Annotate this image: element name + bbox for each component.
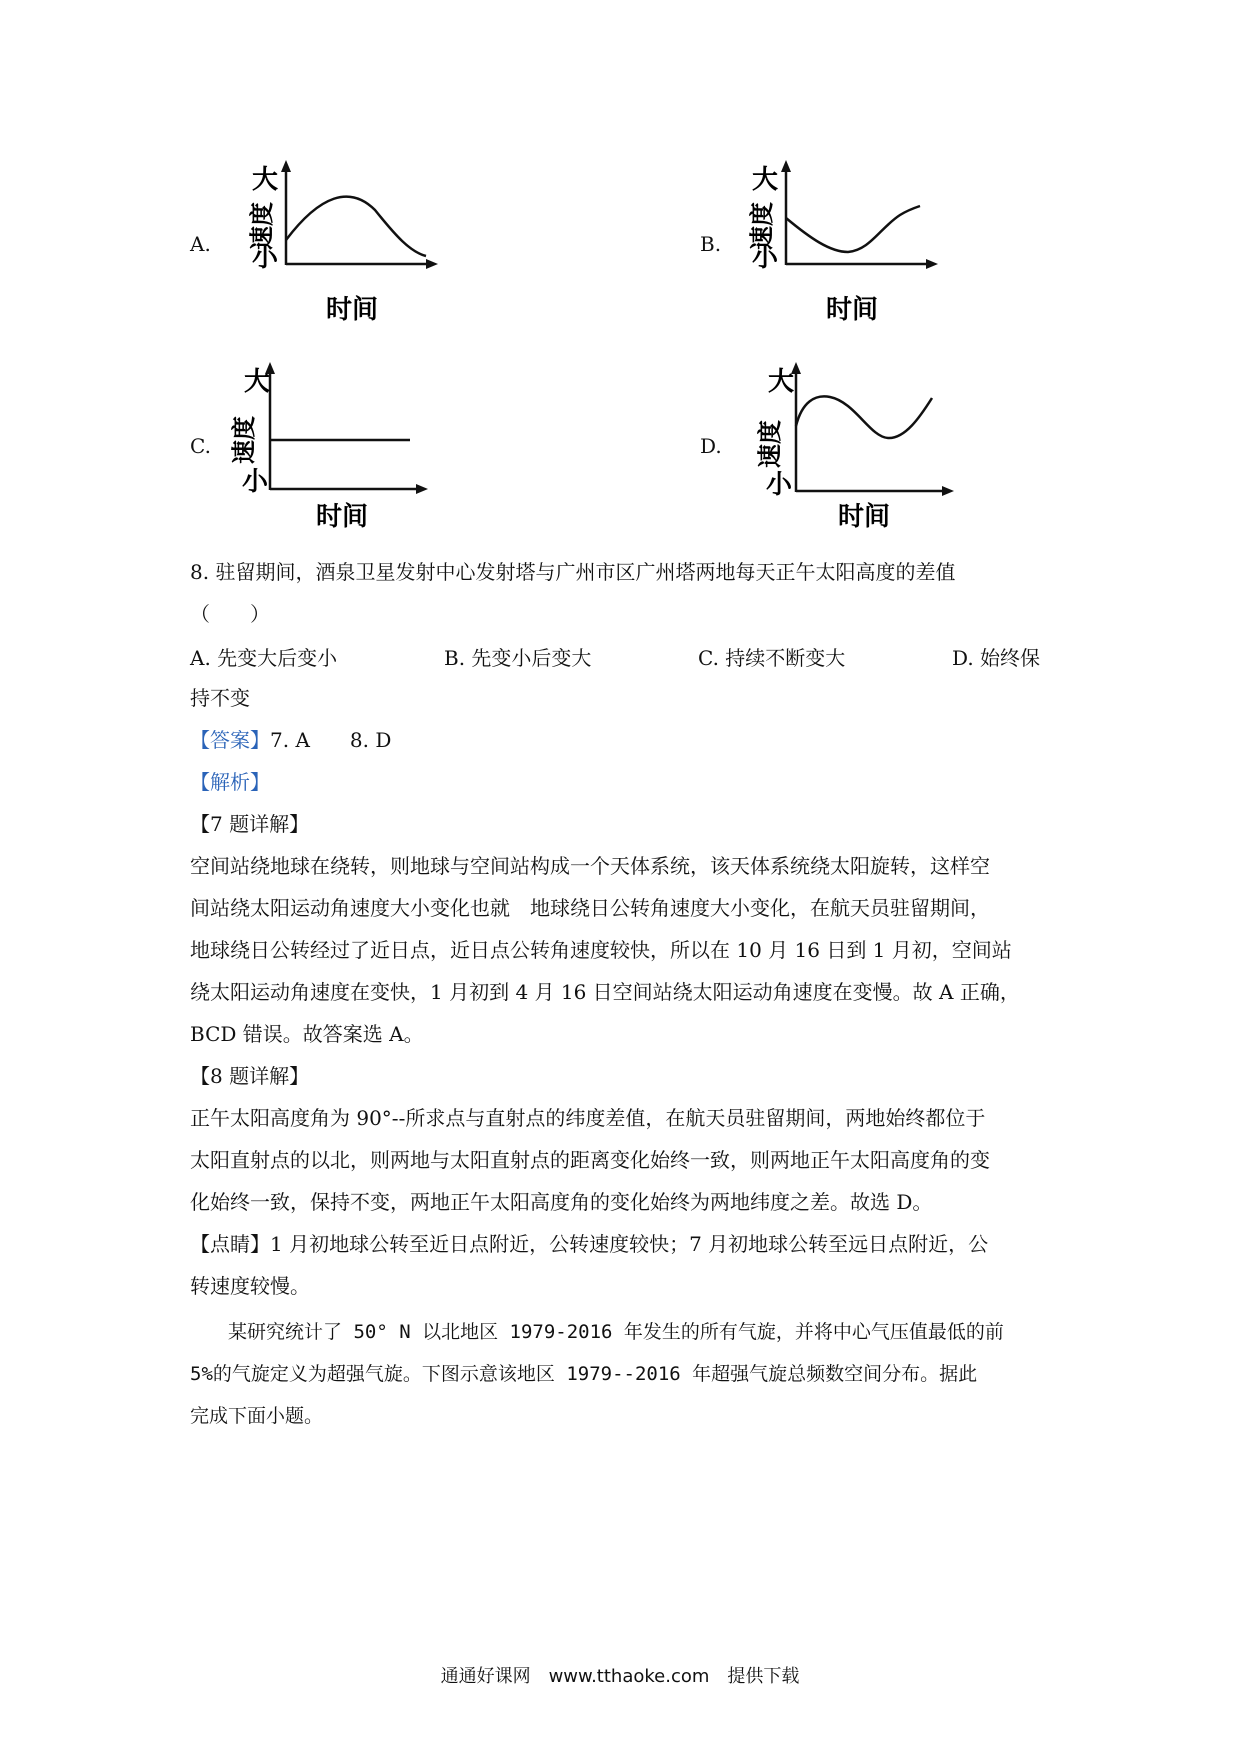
q8-stem: 8. 驻留期间，酒泉卫星发射中心发射塔与广州市区广州塔两地每天正午太阳高度的差值 xyxy=(190,560,956,584)
q7-detail-heading: 【7 题详解】 xyxy=(190,812,310,836)
analysis-line xyxy=(190,768,1070,796)
q7-detail-line: 间站绕太阳运动角速度大小变化也就 地球绕日公转角速度大小变化，在航天员驻留期间， xyxy=(190,896,990,920)
y-top-label: 大 xyxy=(752,165,779,195)
material-line: 某研究统计了 50° N 以北地区 1979-2016 年发生的所有气旋，并将中心气压值最低的前 xyxy=(190,1321,1004,1343)
y-axis-label: 速度 xyxy=(756,420,784,468)
q8-choice-c[interactable]: C. 持续不断变大 xyxy=(698,646,846,670)
dianjing-tag: 【点睛】 xyxy=(190,1232,270,1256)
answer-text: 7. A 8. D xyxy=(270,728,392,752)
y-axis-label: 速度 xyxy=(248,202,276,250)
option-a-graph xyxy=(230,160,440,339)
q8-detail-heading: 【8 题详解】 xyxy=(190,1064,310,1088)
option-a-curve xyxy=(286,197,426,256)
footer-watermark[interactable]: 通通好课网 www.tthaoke.com 提供下载 xyxy=(440,1666,800,1687)
y-axis-label: 速度 xyxy=(230,416,258,464)
q7-detail-line: 空间站绕地球在绕转，则地球与空间站构成一个天体系统，该天体系统绕太阳旋转，这样空 xyxy=(190,854,990,878)
q8-detail-line: 太阳直射点的以北，则两地与太阳直射点的距离变化始终一致，则两地正午太阳高度角的变 xyxy=(190,1148,990,1172)
y-bottom-label: 小 xyxy=(766,470,793,500)
option-b-curve xyxy=(786,206,920,252)
x-axis-label: 时间 xyxy=(315,502,369,532)
y-top-label: 大 xyxy=(244,367,271,397)
y-top-label: 大 xyxy=(768,367,795,397)
q8-choice-b[interactable]: B. 先变小后变大 xyxy=(444,646,592,670)
dianjing-text: 1 月初地球公转至近日点附近，公转速度较快；7 月初地球公转至远日点附近，公 xyxy=(270,1232,989,1256)
x-axis-label: 时间 xyxy=(825,295,879,325)
x-axis-label: 时间 xyxy=(325,295,379,325)
y-bottom-label: 小 xyxy=(242,467,269,497)
x-axis-label: 时间 xyxy=(837,502,891,532)
option-b-letter: B. xyxy=(700,232,722,256)
y-bottom-label: 小 xyxy=(752,243,779,273)
dianjing-line xyxy=(190,1230,1070,1258)
option-d-graph xyxy=(756,362,970,541)
material-line: 完成下面小题。 xyxy=(190,1405,324,1427)
q7-detail-line: 绕太阳运动角速度在变快，1 月初到 4 月 16 日空间站绕太阳运动角速度在变慢。故 A 正确， xyxy=(190,980,1020,1004)
material-line: 5%的气旋定义为超强气旋。下图示意该地区 1979--2016 年超强气旋总频数空间分布。据此 xyxy=(190,1363,978,1385)
option-d-letter: D. xyxy=(700,434,722,458)
q7-detail-line: 地球绕日公转经过了近日点，近日点公转角速度较快，所以在 10 月 16 日到 1 月初，空间站 xyxy=(190,938,1012,962)
q8-choice-d[interactable]: D. 始终保 xyxy=(952,646,1041,670)
answer-tag: 【答案】 xyxy=(190,728,270,752)
q8-choice-a[interactable]: A. 先变大后变小 xyxy=(190,646,338,670)
option-d-curve xyxy=(796,396,932,438)
option-c-graph xyxy=(230,362,440,541)
q8-blank: （ ） xyxy=(190,602,270,626)
answer-line xyxy=(190,726,1070,754)
dianjing-line-2: 转速度较慢。 xyxy=(190,1274,310,1298)
y-top-label: 大 xyxy=(252,165,279,195)
q8-detail-line: 正午太阳高度角为 90°--所求点与直射点的纬度差值，在航天员驻留期间，两地始终都位于 xyxy=(190,1106,986,1130)
y-bottom-label: 小 xyxy=(252,243,279,273)
option-b-graph xyxy=(730,160,940,339)
option-a-letter: A. xyxy=(190,232,211,256)
q8-detail-line: 化始终一致，保持不变，两地正午太阳高度角的变化始终为两地纬度之差。故选 D。 xyxy=(190,1190,933,1214)
analysis-tag: 【解析】 xyxy=(190,770,270,794)
q7-detail-line: BCD 错误。故答案选 A。 xyxy=(190,1022,424,1046)
option-c-letter: C. xyxy=(190,434,211,458)
q8-choice-d-continued: 持不变 xyxy=(190,686,250,710)
y-axis-label: 速度 xyxy=(748,202,776,250)
